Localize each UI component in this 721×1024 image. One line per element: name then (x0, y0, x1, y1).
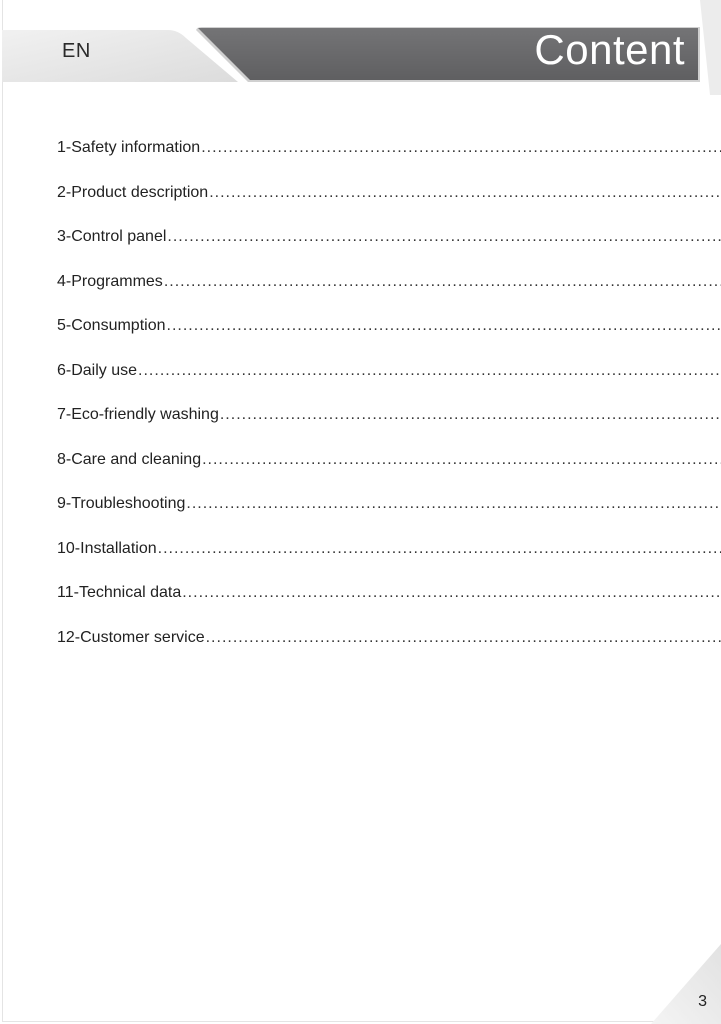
toc-item-label: 1-Safety information (57, 139, 201, 156)
toc-dot-leader (158, 537, 721, 561)
toc-dot-leader (182, 581, 721, 605)
toc-item-label: 4-Programmes (57, 272, 163, 290)
toc-item[interactable] (57, 537, 721, 582)
toc-item-label: 8-Care and cleaning (57, 450, 202, 468)
toc-item-label: 2-Product description (57, 183, 209, 201)
toc-item[interactable] (57, 359, 721, 404)
toc-item[interactable] (57, 492, 721, 537)
toc-item-label: 12-Customer service (57, 628, 205, 646)
language-label: EN (62, 40, 91, 62)
toc-item-label: 10-Installation (57, 539, 157, 557)
page-number: 3 (698, 993, 707, 1010)
toc-item-label: 6-Daily use (57, 361, 138, 379)
toc-item[interactable] (57, 314, 721, 359)
page-corner-decoration (651, 944, 721, 1024)
toc-item-label: 11-Technical data (57, 584, 182, 601)
toc-dot-leader (206, 626, 721, 650)
toc-item[interactable] (57, 626, 721, 671)
toc-item[interactable] (57, 448, 721, 493)
language-tab-shape (2, 30, 238, 82)
toc-dot-leader (167, 225, 721, 249)
header-edge-strip (700, 0, 721, 95)
toc-dot-leader (164, 270, 721, 294)
toc-dot-leader (209, 181, 721, 205)
toc-item[interactable] (57, 181, 721, 226)
toc-item[interactable] (57, 403, 721, 448)
toc-dot-leader (220, 403, 721, 427)
toc-item[interactable] (57, 136, 721, 181)
toc-item-label: 7-Eco-friendly washing (57, 406, 219, 423)
table-of-contents (57, 136, 721, 670)
toc-item[interactable] (57, 581, 721, 626)
toc-dot-leader (138, 359, 721, 383)
toc-dot-leader (167, 314, 721, 338)
page-title: Content (534, 26, 685, 73)
toc-dot-leader (202, 448, 721, 472)
toc-item-label: 3-Control panel (57, 228, 167, 245)
toc-dot-leader (186, 492, 721, 516)
toc-item-label: 5-Consumption (57, 317, 166, 334)
toc-item[interactable] (57, 225, 721, 270)
toc-item-label: 9-Troubleshooting (57, 495, 186, 512)
toc-item[interactable] (57, 270, 721, 315)
toc-dot-leader (201, 136, 721, 160)
